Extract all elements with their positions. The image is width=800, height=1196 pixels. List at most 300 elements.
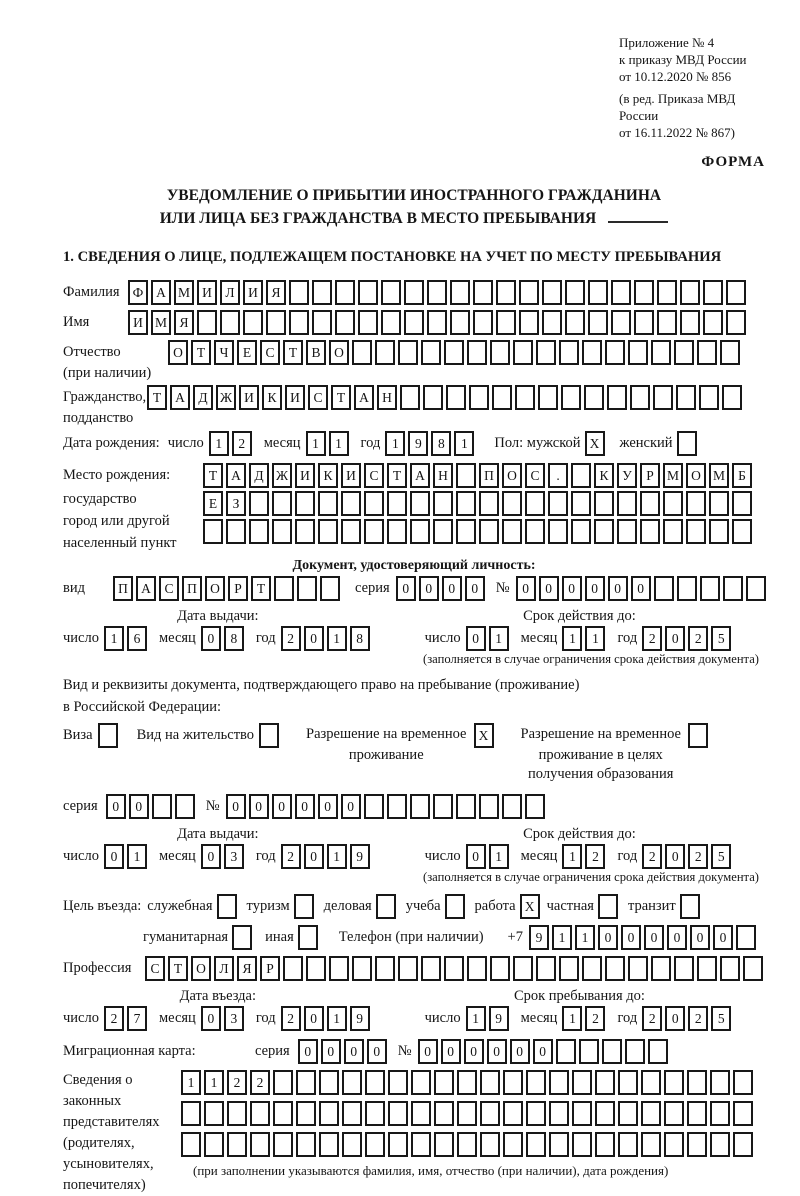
form-cell[interactable]: [376, 894, 396, 919]
form-cell[interactable]: [588, 310, 608, 335]
study-checkbox[interactable]: [445, 894, 468, 919]
form-cell[interactable]: У: [617, 463, 637, 488]
form-cell[interactable]: [479, 491, 499, 516]
residence-issue-year-boxes[interactable]: [281, 844, 373, 869]
form-cell[interactable]: 2: [227, 1070, 247, 1095]
form-cell[interactable]: [444, 340, 464, 365]
form-cell[interactable]: [654, 576, 674, 601]
form-cell[interactable]: [710, 1101, 730, 1126]
form-cell[interactable]: [381, 280, 401, 305]
form-cell[interactable]: [676, 385, 696, 410]
form-cell[interactable]: [680, 310, 700, 335]
form-cell[interactable]: [525, 491, 545, 516]
form-cell[interactable]: 0: [442, 576, 462, 601]
form-cell[interactable]: [273, 1070, 293, 1095]
form-cell[interactable]: [479, 794, 499, 819]
form-cell[interactable]: [296, 1132, 316, 1157]
form-cell[interactable]: 2: [585, 1006, 605, 1031]
edu-permit-checkbox[interactable]: [688, 723, 711, 748]
form-cell[interactable]: Ж: [272, 463, 292, 488]
form-cell[interactable]: [687, 1070, 707, 1095]
form-cell[interactable]: Е: [203, 491, 223, 516]
form-cell[interactable]: [272, 519, 292, 544]
form-cell[interactable]: [249, 491, 269, 516]
form-cell[interactable]: К: [262, 385, 282, 410]
residence-number-boxes[interactable]: [226, 794, 548, 819]
form-cell[interactable]: [296, 1070, 316, 1095]
form-cell[interactable]: [726, 310, 746, 335]
form-cell[interactable]: [536, 956, 556, 981]
form-cell[interactable]: 2: [688, 626, 708, 651]
form-cell[interactable]: А: [410, 463, 430, 488]
form-cell[interactable]: [579, 1039, 599, 1064]
form-cell[interactable]: 0: [104, 844, 124, 869]
form-cell[interactable]: Т: [147, 385, 167, 410]
form-cell[interactable]: [411, 1101, 431, 1126]
form-cell[interactable]: Р: [640, 463, 660, 488]
form-cell[interactable]: [687, 1101, 707, 1126]
form-cell[interactable]: Ж: [216, 385, 236, 410]
form-cell[interactable]: О: [686, 463, 706, 488]
firstname-boxes[interactable]: [128, 310, 749, 335]
form-cell[interactable]: 5: [711, 1006, 731, 1031]
form-cell[interactable]: М: [709, 463, 729, 488]
form-cell[interactable]: 0: [272, 794, 292, 819]
form-cell[interactable]: [381, 310, 401, 335]
form-cell[interactable]: 1: [327, 626, 347, 651]
form-cell[interactable]: 9: [350, 1006, 370, 1031]
identity-issue-year-boxes[interactable]: [281, 626, 373, 651]
form-cell[interactable]: [446, 385, 466, 410]
form-cell[interactable]: 3: [224, 1006, 244, 1031]
residence-issue-day-boxes[interactable]: [104, 844, 150, 869]
form-cell[interactable]: [318, 491, 338, 516]
form-cell[interactable]: 0: [690, 925, 710, 950]
form-cell[interactable]: [445, 894, 465, 919]
form-cell[interactable]: [456, 463, 476, 488]
form-cell[interactable]: [365, 1101, 385, 1126]
form-cell[interactable]: [365, 1070, 385, 1095]
form-cell[interactable]: 2: [281, 844, 301, 869]
form-cell[interactable]: [387, 519, 407, 544]
representatives-row2-boxes[interactable]: [181, 1101, 756, 1126]
form-cell[interactable]: [232, 925, 252, 950]
form-cell[interactable]: [204, 1101, 224, 1126]
form-cell[interactable]: [410, 491, 430, 516]
form-cell[interactable]: [421, 340, 441, 365]
form-cell[interactable]: И: [285, 385, 305, 410]
birth-year-boxes[interactable]: [385, 431, 477, 456]
form-cell[interactable]: [421, 956, 441, 981]
form-cell[interactable]: [283, 956, 303, 981]
form-cell[interactable]: [479, 519, 499, 544]
form-cell[interactable]: С: [260, 340, 280, 365]
form-cell[interactable]: 1: [489, 626, 509, 651]
form-cell[interactable]: И: [295, 463, 315, 488]
form-cell[interactable]: [400, 385, 420, 410]
form-cell[interactable]: [617, 491, 637, 516]
form-cell[interactable]: О: [329, 340, 349, 365]
birth-place-row1-boxes[interactable]: [203, 463, 755, 488]
form-cell[interactable]: 0: [585, 576, 605, 601]
form-cell[interactable]: 1: [585, 626, 605, 651]
form-cell[interactable]: 0: [419, 576, 439, 601]
form-cell[interactable]: [595, 1070, 615, 1095]
form-cell[interactable]: [513, 340, 533, 365]
form-cell[interactable]: [259, 723, 279, 748]
form-cell[interactable]: .: [548, 463, 568, 488]
form-cell[interactable]: [341, 519, 361, 544]
profession-boxes[interactable]: [145, 956, 766, 981]
form-cell[interactable]: [411, 1070, 431, 1095]
form-cell[interactable]: [703, 280, 723, 305]
form-cell[interactable]: [519, 310, 539, 335]
form-cell[interactable]: 1: [127, 844, 147, 869]
official-checkbox[interactable]: [217, 894, 240, 919]
form-cell[interactable]: [450, 280, 470, 305]
form-cell[interactable]: 0: [321, 1039, 341, 1064]
form-cell[interactable]: 0: [464, 1039, 484, 1064]
form-cell[interactable]: [686, 519, 706, 544]
form-cell[interactable]: А: [226, 463, 246, 488]
form-cell[interactable]: 0: [539, 576, 559, 601]
form-cell[interactable]: [746, 576, 766, 601]
form-cell[interactable]: А: [170, 385, 190, 410]
birth-place-row3-boxes[interactable]: [203, 519, 755, 544]
form-cell[interactable]: [457, 1132, 477, 1157]
form-cell[interactable]: [152, 794, 172, 819]
form-cell[interactable]: П: [479, 463, 499, 488]
form-cell[interactable]: [572, 1070, 592, 1095]
form-cell[interactable]: 0: [533, 1039, 553, 1064]
form-cell[interactable]: [640, 491, 660, 516]
form-cell[interactable]: [572, 1101, 592, 1126]
form-cell[interactable]: [457, 1070, 477, 1095]
form-cell[interactable]: [250, 1101, 270, 1126]
birth-day-boxes[interactable]: [209, 431, 255, 456]
form-cell[interactable]: [423, 385, 443, 410]
form-cell[interactable]: [700, 576, 720, 601]
form-cell[interactable]: 0: [487, 1039, 507, 1064]
form-cell[interactable]: [572, 1132, 592, 1157]
form-cell[interactable]: 1: [575, 925, 595, 950]
form-cell[interactable]: 0: [631, 576, 651, 601]
form-cell[interactable]: [687, 1132, 707, 1157]
form-cell[interactable]: [358, 310, 378, 335]
form-cell[interactable]: [352, 956, 372, 981]
form-cell[interactable]: [217, 894, 237, 919]
form-cell[interactable]: 1: [562, 844, 582, 869]
form-cell[interactable]: М: [151, 310, 171, 335]
form-cell[interactable]: 9: [408, 431, 428, 456]
residence-issue-month-boxes[interactable]: [201, 844, 247, 869]
form-cell[interactable]: [480, 1070, 500, 1095]
form-cell[interactable]: 1: [466, 1006, 486, 1031]
form-cell[interactable]: Я: [266, 280, 286, 305]
form-cell[interactable]: [733, 1070, 753, 1095]
form-cell[interactable]: [677, 431, 697, 456]
form-cell[interactable]: И: [128, 310, 148, 335]
form-cell[interactable]: 1: [562, 626, 582, 651]
form-cell[interactable]: [496, 280, 516, 305]
form-cell[interactable]: 0: [226, 794, 246, 819]
form-cell[interactable]: [526, 1101, 546, 1126]
form-cell[interactable]: 0: [249, 794, 269, 819]
form-cell[interactable]: [296, 1101, 316, 1126]
form-cell[interactable]: 1: [329, 431, 349, 456]
form-cell[interactable]: [607, 385, 627, 410]
humanitarian-checkbox[interactable]: [232, 925, 255, 950]
form-cell[interactable]: [98, 723, 118, 748]
visa-checkbox[interactable]: [98, 723, 121, 748]
form-cell[interactable]: 0: [510, 1039, 530, 1064]
form-cell[interactable]: И: [239, 385, 259, 410]
form-cell[interactable]: [335, 310, 355, 335]
form-cell[interactable]: Н: [377, 385, 397, 410]
form-cell[interactable]: [456, 519, 476, 544]
form-cell[interactable]: [375, 340, 395, 365]
form-cell[interactable]: [542, 280, 562, 305]
stay-day-boxes[interactable]: [466, 1006, 512, 1031]
form-cell[interactable]: [250, 1132, 270, 1157]
form-cell[interactable]: 2: [281, 1006, 301, 1031]
form-cell[interactable]: [595, 1132, 615, 1157]
form-cell[interactable]: [548, 519, 568, 544]
work-checkbox[interactable]: [520, 894, 543, 919]
form-cell[interactable]: [398, 956, 418, 981]
form-cell[interactable]: [602, 1039, 622, 1064]
form-cell[interactable]: [457, 1101, 477, 1126]
form-cell[interactable]: [388, 1070, 408, 1095]
form-cell[interactable]: [732, 491, 752, 516]
form-cell[interactable]: 3: [224, 844, 244, 869]
form-cell[interactable]: 2: [642, 1006, 662, 1031]
form-cell[interactable]: [490, 956, 510, 981]
form-cell[interactable]: [175, 794, 195, 819]
form-cell[interactable]: [595, 1101, 615, 1126]
form-cell[interactable]: [538, 385, 558, 410]
form-cell[interactable]: Р: [260, 956, 280, 981]
form-cell[interactable]: [375, 956, 395, 981]
form-cell[interactable]: 1: [489, 844, 509, 869]
form-cell[interactable]: 0: [106, 794, 126, 819]
form-cell[interactable]: [664, 1070, 684, 1095]
form-cell[interactable]: [559, 340, 579, 365]
form-cell[interactable]: [274, 576, 294, 601]
form-cell[interactable]: [582, 956, 602, 981]
form-cell[interactable]: 2: [642, 844, 662, 869]
form-cell[interactable]: [492, 385, 512, 410]
form-cell[interactable]: [312, 280, 332, 305]
form-cell[interactable]: [297, 576, 317, 601]
tourism-checkbox[interactable]: [294, 894, 317, 919]
sex-male-checkbox[interactable]: [585, 431, 608, 456]
form-cell[interactable]: 9: [350, 844, 370, 869]
form-cell[interactable]: К: [594, 463, 614, 488]
form-cell[interactable]: [605, 956, 625, 981]
form-cell[interactable]: 6: [127, 626, 147, 651]
form-cell[interactable]: [358, 280, 378, 305]
form-cell[interactable]: [320, 576, 340, 601]
form-cell[interactable]: [226, 519, 246, 544]
form-cell[interactable]: Т: [168, 956, 188, 981]
form-cell[interactable]: 0: [367, 1039, 387, 1064]
form-cell[interactable]: О: [168, 340, 188, 365]
form-cell[interactable]: [318, 519, 338, 544]
form-cell[interactable]: 1: [181, 1070, 201, 1095]
form-cell[interactable]: Т: [283, 340, 303, 365]
form-cell[interactable]: [697, 340, 717, 365]
form-cell[interactable]: [398, 340, 418, 365]
form-cell[interactable]: 0: [129, 794, 149, 819]
stay-month-boxes[interactable]: [562, 1006, 608, 1031]
form-cell[interactable]: 5: [711, 626, 731, 651]
form-cell[interactable]: [618, 1132, 638, 1157]
form-cell[interactable]: [688, 723, 708, 748]
form-cell[interactable]: Ч: [214, 340, 234, 365]
form-cell[interactable]: [559, 956, 579, 981]
form-cell[interactable]: [181, 1101, 201, 1126]
form-cell[interactable]: 0: [667, 925, 687, 950]
migration-series-boxes[interactable]: [298, 1039, 390, 1064]
residence-permit-checkbox[interactable]: [259, 723, 282, 748]
form-cell[interactable]: Т: [387, 463, 407, 488]
form-cell[interactable]: 0: [466, 626, 486, 651]
form-cell[interactable]: Ф: [128, 280, 148, 305]
surname-boxes[interactable]: [128, 280, 749, 305]
form-cell[interactable]: Т: [331, 385, 351, 410]
form-cell[interactable]: [306, 956, 326, 981]
form-cell[interactable]: [364, 491, 384, 516]
form-cell[interactable]: [433, 491, 453, 516]
form-cell[interactable]: 1: [327, 1006, 347, 1031]
form-cell[interactable]: [525, 794, 545, 819]
form-cell[interactable]: 0: [644, 925, 664, 950]
form-cell[interactable]: [480, 1101, 500, 1126]
form-cell[interactable]: [341, 491, 361, 516]
form-cell[interactable]: [473, 280, 493, 305]
form-cell[interactable]: И: [341, 463, 361, 488]
form-cell[interactable]: [571, 463, 591, 488]
residence-valid-year-boxes[interactable]: [642, 844, 734, 869]
business-checkbox[interactable]: [376, 894, 399, 919]
form-cell[interactable]: [352, 340, 372, 365]
form-cell[interactable]: [387, 491, 407, 516]
form-cell[interactable]: [503, 1070, 523, 1095]
form-cell[interactable]: 2: [232, 431, 252, 456]
citizenship-boxes[interactable]: [147, 385, 745, 410]
form-cell[interactable]: П: [182, 576, 202, 601]
form-cell[interactable]: [611, 310, 631, 335]
form-cell[interactable]: Д: [249, 463, 269, 488]
form-cell[interactable]: [319, 1070, 339, 1095]
form-cell[interactable]: [641, 1101, 661, 1126]
form-cell[interactable]: З: [226, 491, 246, 516]
form-cell[interactable]: [699, 385, 719, 410]
form-cell[interactable]: Т: [251, 576, 271, 601]
form-cell[interactable]: [710, 1132, 730, 1157]
form-cell[interactable]: А: [136, 576, 156, 601]
form-cell[interactable]: 0: [466, 844, 486, 869]
form-cell[interactable]: [526, 1132, 546, 1157]
form-cell[interactable]: [433, 794, 453, 819]
form-cell[interactable]: [342, 1101, 362, 1126]
form-cell[interactable]: [680, 280, 700, 305]
form-cell[interactable]: [664, 1132, 684, 1157]
form-cell[interactable]: 0: [304, 1006, 324, 1031]
form-cell[interactable]: [663, 491, 683, 516]
form-cell[interactable]: [588, 280, 608, 305]
form-cell[interactable]: 8: [350, 626, 370, 651]
birth-place-row2-boxes[interactable]: [203, 491, 755, 516]
form-cell[interactable]: 2: [688, 1006, 708, 1031]
form-cell[interactable]: Я: [174, 310, 194, 335]
form-cell[interactable]: 0: [598, 925, 618, 950]
form-cell[interactable]: [677, 576, 697, 601]
form-cell[interactable]: Л: [220, 280, 240, 305]
form-cell[interactable]: О: [502, 463, 522, 488]
form-cell[interactable]: 0: [608, 576, 628, 601]
form-cell[interactable]: [674, 956, 694, 981]
form-cell[interactable]: [404, 280, 424, 305]
form-cell[interactable]: [181, 1132, 201, 1157]
form-cell[interactable]: 1: [209, 431, 229, 456]
birth-month-boxes[interactable]: [306, 431, 352, 456]
form-cell[interactable]: [732, 519, 752, 544]
form-cell[interactable]: 7: [127, 1006, 147, 1031]
form-cell[interactable]: [312, 310, 332, 335]
form-cell[interactable]: [427, 280, 447, 305]
form-cell[interactable]: [641, 1132, 661, 1157]
form-cell[interactable]: [709, 491, 729, 516]
form-cell[interactable]: 1: [104, 626, 124, 651]
form-cell[interactable]: [467, 340, 487, 365]
residence-valid-month-boxes[interactable]: [562, 844, 608, 869]
form-cell[interactable]: [387, 794, 407, 819]
form-cell[interactable]: П: [113, 576, 133, 601]
form-cell[interactable]: О: [205, 576, 225, 601]
form-cell[interactable]: [411, 1132, 431, 1157]
form-cell[interactable]: [628, 956, 648, 981]
form-cell[interactable]: [723, 576, 743, 601]
form-cell[interactable]: [502, 491, 522, 516]
form-cell[interactable]: [733, 1101, 753, 1126]
form-cell[interactable]: Н: [433, 463, 453, 488]
form-cell[interactable]: [617, 519, 637, 544]
form-cell[interactable]: О: [191, 956, 211, 981]
form-cell[interactable]: Б: [732, 463, 752, 488]
entry-month-boxes[interactable]: [201, 1006, 247, 1031]
form-cell[interactable]: 9: [489, 1006, 509, 1031]
form-cell[interactable]: [526, 1070, 546, 1095]
form-cell[interactable]: [434, 1132, 454, 1157]
form-cell[interactable]: [733, 1132, 753, 1157]
form-cell[interactable]: [502, 794, 522, 819]
form-cell[interactable]: 0: [295, 794, 315, 819]
form-cell[interactable]: 0: [562, 576, 582, 601]
form-cell[interactable]: Д: [193, 385, 213, 410]
form-cell[interactable]: [726, 280, 746, 305]
form-cell[interactable]: [410, 519, 430, 544]
form-cell[interactable]: [618, 1101, 638, 1126]
form-cell[interactable]: [427, 310, 447, 335]
form-cell[interactable]: [220, 310, 240, 335]
form-cell[interactable]: [469, 385, 489, 410]
form-cell[interactable]: [496, 310, 516, 335]
form-cell[interactable]: [641, 1070, 661, 1095]
form-cell[interactable]: 0: [665, 1006, 685, 1031]
form-cell[interactable]: [289, 310, 309, 335]
